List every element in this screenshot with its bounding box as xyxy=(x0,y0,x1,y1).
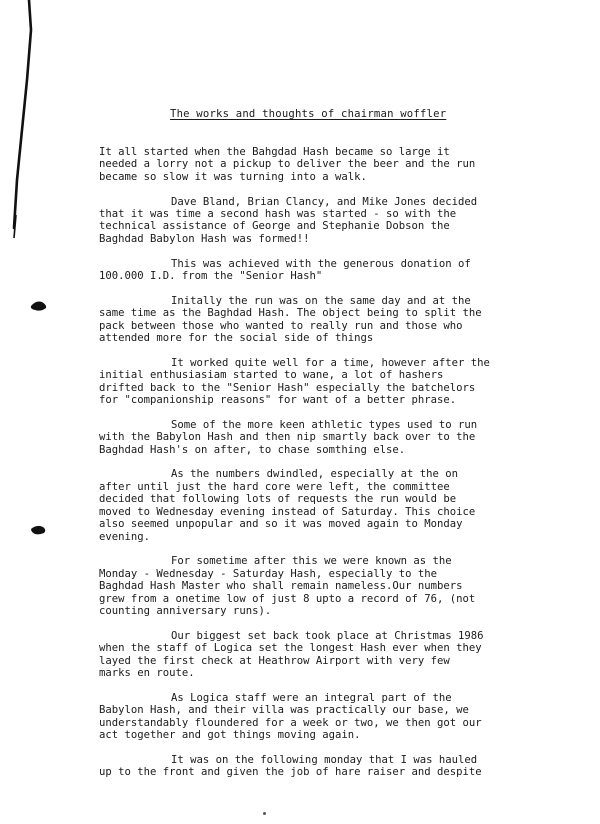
paragraph xyxy=(99,196,539,246)
text-line: decided that following lots of requests the run would be xyxy=(99,493,457,506)
text-line: Dave Bland, Brian Clancy, and Mike Jones decided xyxy=(171,195,478,208)
text-line: also seemed unpopular and so it was moved again to Monday xyxy=(99,518,463,531)
text-line: Baghdad Hash's on after, to chase somthing else. xyxy=(99,443,406,456)
paragraph xyxy=(99,692,539,742)
paragraph xyxy=(99,295,539,345)
text-line: pack between those who wanted to really run and those who xyxy=(99,319,463,332)
paragraph xyxy=(99,419,539,456)
text-line: attended more for the social side of things xyxy=(99,332,374,345)
text-line: after until just the hard core were left, the committee xyxy=(99,480,450,493)
text-line: up to the front and given the job of hare raiser and despite xyxy=(99,766,482,779)
text-line: Babylon Hash, and their villa was practically our base, we xyxy=(99,704,469,717)
text-line: 100.000 I.D. from the "Senior Hash" xyxy=(99,270,323,283)
text-line: It was on the following monday that I was hauled xyxy=(171,753,478,766)
text-line: for "companionship reasons" for want of a better phrase. xyxy=(99,394,457,407)
text-line: that it was time a second hash was started - so with the xyxy=(99,208,457,221)
text-line: As the numbers dwindled, especially at the on xyxy=(171,468,459,481)
paragraph xyxy=(99,146,539,183)
text-line: same time as the Baghdad Hash. The object being to split the xyxy=(99,307,482,320)
paragraph xyxy=(99,258,539,283)
text-line: Some of the more keen athletic types used to run xyxy=(171,418,478,431)
text-line: technical assistance of George and Stephanie Dobson the xyxy=(99,220,450,233)
text-line: Baghdad Babylon Hash was formed!! xyxy=(99,232,310,245)
text-line: Initally the run was on the same day and at the xyxy=(171,294,471,307)
text-line: It all started when the Bahgdad Hash became so large it xyxy=(99,146,450,158)
text-line: with the Babylon Hash and then nip smartly back over to the xyxy=(99,431,476,444)
scan-edge-mark xyxy=(0,0,40,240)
text-line: This was achieved with the generous donation of xyxy=(171,257,471,270)
paragraph xyxy=(99,357,539,407)
text-line: moved to Wednesday evening instead of Saturday. This choice xyxy=(99,505,476,518)
text-line: when the staff of Logica set the longest Hash ever when they xyxy=(99,642,482,655)
text-line: initial enthusiasiam started to wane, a lot of hashers xyxy=(99,369,444,382)
paragraph xyxy=(99,630,539,680)
text-line: evening. xyxy=(99,530,151,543)
text-line: grew from a onetime low of just 8 upto a record of 76, (not xyxy=(99,592,476,605)
paragraph xyxy=(99,754,539,779)
text-line: Baghdad Hash Master who shall remain nameless.Our numbers xyxy=(99,580,463,593)
text-line: layed the first check at Heathrow Airport with very few xyxy=(99,654,450,667)
paragraph xyxy=(99,468,539,542)
text-line: It worked quite well for a time, however after the xyxy=(171,356,490,369)
text-line: act together and got things moving again. xyxy=(99,728,361,741)
paragraph xyxy=(99,555,539,617)
text-line: became so slow it was turning into a walk. xyxy=(99,170,367,183)
text-line: For sometime after this we were known as the xyxy=(171,555,452,568)
text-line: As Logica staff were an integral part of the xyxy=(171,691,452,704)
scan-speck xyxy=(263,812,266,815)
text-line: Our biggest set back took place at Christmas 1986 xyxy=(171,629,484,642)
text-line: Monday - Wednesday - Saturday Hash, especially to the xyxy=(99,567,438,580)
text-line: marks en route. xyxy=(99,666,195,679)
text-line: counting anniversary runs). xyxy=(99,604,272,617)
text-line: needed a lorry not a pickup to deliver the beer and the run xyxy=(99,158,476,171)
punch-hole-mark xyxy=(30,524,48,536)
punch-hole-mark xyxy=(30,300,48,312)
text-line: understandably floundered for a week or two, we then got our xyxy=(99,716,482,729)
text-line: drifted back to the "Senior Hash" especially the batchelors xyxy=(99,381,476,394)
document-body xyxy=(99,146,539,791)
page-title: The works and thoughts of chairman woffler xyxy=(170,108,447,120)
